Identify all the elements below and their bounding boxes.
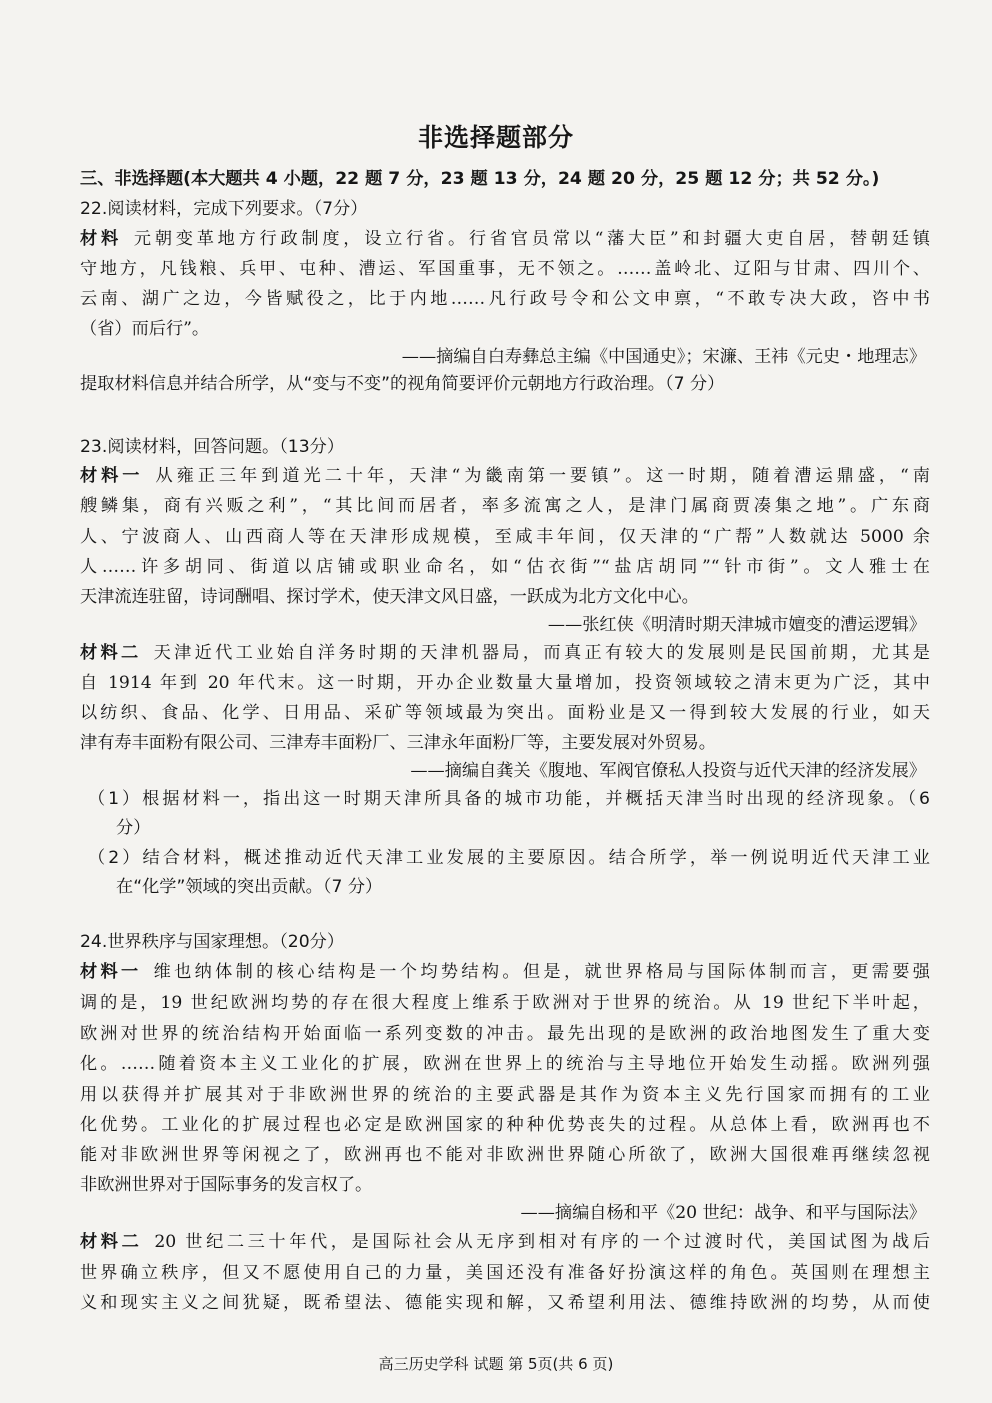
q24-material1-line: 化。……随着资本主义工业化的扩展，欧洲在世界上的统治与主导地位开始发生动摇。欧洲列强 bbox=[80, 1054, 930, 1074]
q24-source1: ——摘编自杨和平《20 世纪：战争、和平与国际法》 bbox=[520, 1203, 926, 1223]
q23-sub-question-1-cont: 分） bbox=[116, 818, 151, 838]
q22-material-line: （省）而后行”。 bbox=[80, 319, 210, 339]
q22-material-line: 云南、湖广之边，今皆赋役之，比于内地……凡行政号令和公文申禀，“不敢专决大政，咨中书 bbox=[80, 289, 930, 309]
q24-material1-line: 非欧洲世界对于国际事务的发言权了。 bbox=[80, 1175, 373, 1195]
q23-material2-line: 津有寿丰面粉有限公司、三津寿丰面粉厂、三津永年面粉厂等，主要发展对外贸易。 bbox=[80, 733, 716, 753]
q23-material1-line: 天津流连驻留，诗词酬唱、探讨学术，使天津文风日盛，一跃成为北方文化中心。 bbox=[80, 587, 699, 607]
q23-sub-question-1: （1）根据材料一，指出这一时期天津所具备的城市功能，并概括天津当时出现的经济现象。（6 bbox=[88, 789, 930, 809]
q24-material2-line: 材料二 20 世纪二三十年代，是国际社会从无序到相对有序的一个过渡时代，美国试图为战后 bbox=[80, 1232, 930, 1252]
q23-material2-line: 自 1914 年到 20 年代末。这一时期，开办企业数量大量增加，投资领域较之清末更为广泛，其中 bbox=[80, 673, 930, 693]
q22-material-line: 守地方，凡钱粮、兵甲、屯种、漕运、军国重事，无不领之。……盖岭北、辽阳与甘肃、四川个、 bbox=[80, 259, 930, 279]
q22-heading: 22.阅读材料，完成下列要求。（7分） bbox=[80, 199, 368, 219]
q23-heading: 23.阅读材料，回答问题。（13分） bbox=[80, 437, 345, 457]
q24-material1-line: 调的是，19 世纪欧洲均势的存在很大程度上维系于欧洲对于世界的统治。从 19 世纪下半叶起， bbox=[80, 993, 930, 1013]
q24-material2-line: 世界确立秩序，但又不愿使用自己的力量，美国还没有准备好扮演这样的角色。英国则在理想主 bbox=[80, 1263, 930, 1283]
q24-material1-line: 欧洲对世界的统治结构开始面临一系列变数的冲击。最先出现的是欧洲的政治地图发生了重大变 bbox=[80, 1024, 930, 1044]
q23-material2-label: 材料二 bbox=[80, 643, 142, 663]
q24-material2-label: 材料二 bbox=[80, 1232, 143, 1252]
q22-question: 提取材料信息并结合所学，从“变与不变”的视角简要评价元朝地方行政治理。（7 分） bbox=[80, 374, 725, 394]
q23-sub-question-2: （2）结合材料，概述推动近代天津工业发展的主要原因。结合所学，举一例说明近代天津工业 bbox=[88, 848, 930, 868]
section-header: 三、非选择题(本大题共 4 小题，22 题 7 分，23 题 13 分，24 题 20 分，25 题 12 分；共 52 分。) bbox=[80, 169, 880, 189]
q23-material2-line: 材料二 天津近代工业始自洋务时期的天津机器局，而真正有较大的发展则是民国前期，尤其是 bbox=[80, 643, 930, 663]
q23-sub-question-2-cont: 在“化学”领域的突出贡献。（7 分） bbox=[116, 877, 383, 897]
q23-source1: ——张红侠《明清时期天津城市嬗变的漕运逻辑》 bbox=[547, 615, 926, 635]
q24-material1-line: 能对非欧洲世界等闲视之了，欧洲再也不能对非欧洲世界随心所欲了，欧洲大国很难再继续忽视 bbox=[80, 1145, 930, 1165]
q23-material1-line: 艘鳞集，商有兴贩之利”，“其比间而居者，率多流寓之人，是津门属商贾凑集之地”。广东商 bbox=[80, 496, 930, 516]
q24-material1-line: 材料一 维也纳体制的核心结构是一个均势结构。但是，就世界格局与国际体制而言，更需要强 bbox=[80, 962, 930, 982]
q22-material-line: 材料 元朝变革地方行政制度，设立行省。行省官员常以“藩大臣”和封疆大吏自居，替朝廷镇 bbox=[80, 229, 930, 249]
q22-source: ——摘编自白寿彝总主编《中国通史》；宋濂、王祎《元史・地理志》 bbox=[401, 347, 926, 367]
q24-material1-label: 材料一 bbox=[80, 962, 142, 982]
q24-material1-line: 用以获得并扩展其对于非欧洲世界的统治的主要武器是其作为资本主义先行国家而拥有的工业 bbox=[80, 1085, 930, 1105]
q23-material1-line: 材料一 从雍正三年到道光二十年，天津“为畿南第一要镇”。这一时期，随着漕运鼎盛，“南 bbox=[80, 466, 930, 486]
q24-material2-line: 义和现实主义之间犹疑，既希望法、德能实现和解，又希望利用法、德维持欧洲的均势，从而使 bbox=[80, 1293, 930, 1313]
q23-material2-line: 以纺织、食品、化学、日用品、采矿等领域最为突出。面粉业是又一得到较大发展的行业，如天 bbox=[80, 703, 930, 723]
q22-material-label: 材料 bbox=[80, 229, 122, 249]
q23-material1-line: 人……许多胡同、街道以店铺或职业命名，如“估衣街”“盐店胡同”“针市街”。文人雅士在 bbox=[80, 557, 930, 577]
q23-source2: ——摘编自龚关《腹地、军阀官僚私人投资与近代天津的经济发展》 bbox=[410, 761, 926, 781]
page-title: 非选择题部分 bbox=[417, 123, 574, 152]
page-footer: 高三历史学科 试题 第 5页(共 6 页) bbox=[378, 1355, 614, 1373]
q23-material1-line: 人、宁波商人、山西商人等在天津形成规模，至咸丰年间，仅天津的“广帮”人数就达 5000 余 bbox=[80, 527, 930, 547]
q24-material1-line: 化优势。工业化的扩展过程也必定是欧洲国家的种种优势丧失的过程。从总体上看，欧洲再也不 bbox=[80, 1115, 930, 1135]
q24-heading: 24.世界秩序与国家理想。（20分） bbox=[80, 932, 345, 952]
q23-material1-label: 材料一 bbox=[80, 466, 144, 486]
